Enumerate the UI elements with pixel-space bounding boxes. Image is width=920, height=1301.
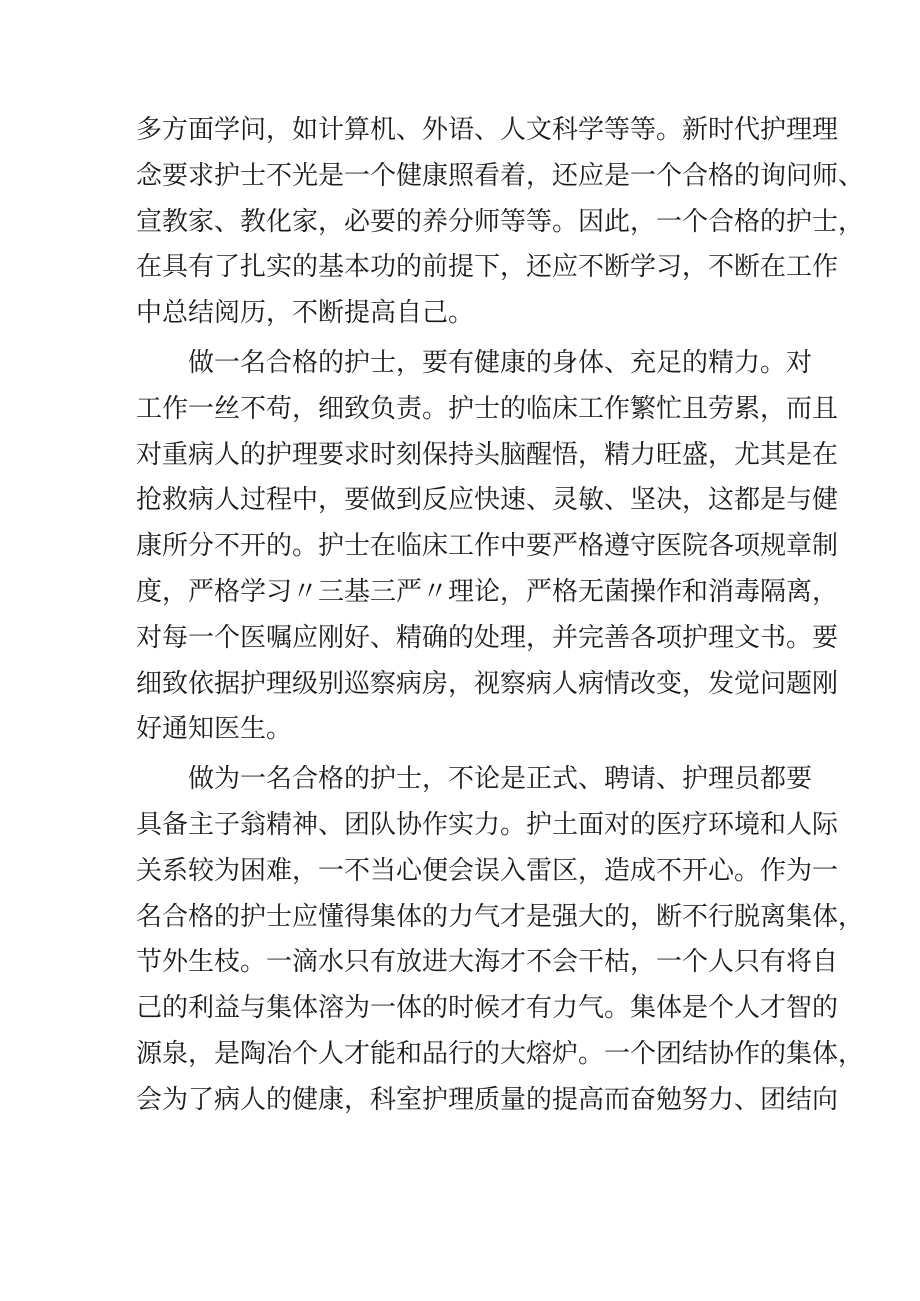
paragraph-line: 对每一个医嘱应刚好、精确的处理，并完善各项护理文书。要 <box>136 622 839 653</box>
paragraph-line: 在具有了扎实的基本功的前提下，还应不断学习，不断在工作 <box>136 252 839 283</box>
paragraph-line: 源泉，是陶冶个人才能和品行的大熔炉。一个团结协作的集体， <box>136 1038 865 1069</box>
paragraph-line: 中总结阅历，不断提高自己。 <box>136 298 475 329</box>
paragraph-line: 做为一名合格的护士，不论是正式、聘请、护理员都要 <box>188 764 813 795</box>
paragraph-line: 节外生枝。一滴水只有放进大海才不会干枯，一个人只有将自 <box>136 947 839 978</box>
document-body <box>136 108 865 1124</box>
paragraph-line: 关系较为困难，一不当心便会误入雷区，造成不开心。作为一 <box>136 855 839 886</box>
paragraph-line: 细致依据护理级别巡察病房，视察病人病情改变，发觉问题刚 <box>136 668 839 699</box>
paragraph-line: 做一名合格的护士，要有健康的身体、充足的精力。对 <box>188 347 813 378</box>
paragraph-line: 度，严格学习〃三基三严〃理论，严格无菌操作和消毒隔离， <box>136 576 839 607</box>
paragraph-line: 康所分不开的。护士在临床工作中要严格遵守医院各项规章制 <box>136 531 839 562</box>
paragraph-line: 会为了病人的健康，科室护理质量的提高而奋勉努力、团结向 <box>136 1084 839 1115</box>
paragraph-2 <box>136 341 839 753</box>
paragraph-3 <box>136 757 865 1123</box>
paragraph-line: 多方面学问，如计算机、外语、人文科学等等。新时代护理理 <box>136 115 839 145</box>
paragraph-line: 好通知医生。 <box>136 714 293 745</box>
paragraph-line: 抢救病人过程中，要做到反应快速、灵敏、坚决，这都是与健 <box>136 485 839 516</box>
paragraph-line: 名合格的护士应懂得集体的力气才是强大的，断不行脱离集体， <box>136 901 865 932</box>
paragraph-line: 具备主子翁精神、团队协作实力。护土面对的医疗环境和人际 <box>136 809 839 840</box>
paragraph-1 <box>136 108 865 337</box>
paragraph-line: 工作一丝不苟，细致负责。护士的临床工作繁忙且劳累，而且 <box>136 393 839 424</box>
paragraph-line: 对重病人的护理要求时刻保持头脑醒悟，精力旺盛，尤其是在 <box>136 439 839 470</box>
paragraph-line: 念要求护士不光是一个健康照看着，还应是一个合格的询问师、 <box>136 160 865 191</box>
paragraph-line: 宣教家、教化家，必要的养分师等等。因此，一个合格的护士， <box>136 206 865 237</box>
paragraph-line: 己的利益与集体溶为一体的时候才有力气。集体是个人才智的 <box>136 993 839 1024</box>
